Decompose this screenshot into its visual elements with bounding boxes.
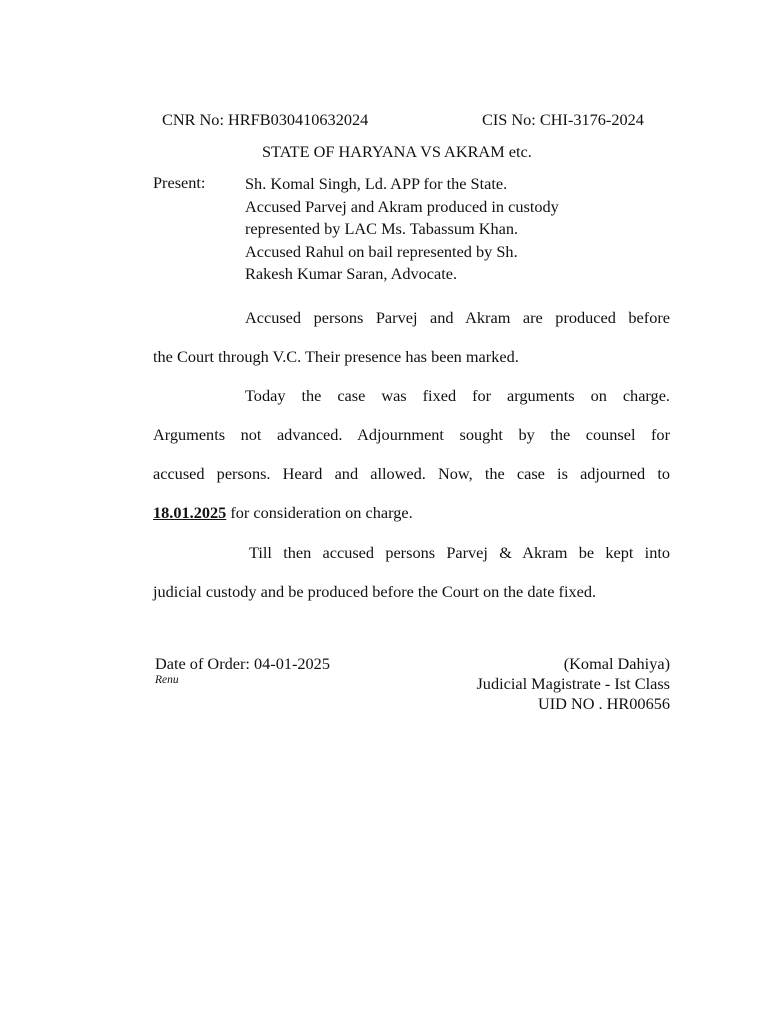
- signatory-uid: UID NO . HR00656: [537, 694, 670, 713]
- next-hearing-date: 18.01.2025: [153, 503, 227, 522]
- paragraph-line: Today the case was fixed for arguments on charge.: [245, 386, 670, 405]
- paragraph-line: judicial custody and be produced before the Court on the date fixed.: [153, 582, 597, 601]
- present-line: Accused Parvej and Akram produced in custody: [245, 196, 559, 216]
- present-line: Rakesh Kumar Saran, Advocate.: [245, 264, 458, 283]
- date-of-order: Date of Order: 04-01-2025: [155, 654, 330, 673]
- paragraph-line: the Court through V.C. Their presence has been marked.: [153, 347, 519, 366]
- signatory-title: Judicial Magistrate - Ist Class: [476, 674, 670, 693]
- present-line: represented by LAC Ms. Tabassum Khan.: [245, 219, 519, 238]
- paragraph-custody: [153, 533, 670, 611]
- cis-number: CIS No: CHI-3176-2024: [482, 110, 644, 129]
- paragraph-tail: for consideration on charge.: [226, 503, 413, 522]
- present-line: Sh. Komal Singh, Ld. APP for the State.: [245, 174, 508, 193]
- typist-initials: Renu: [155, 674, 179, 686]
- paragraph-line: accused persons. Heard and allowed. Now, the case is adjourned to: [153, 464, 670, 483]
- paragraph-line: Accused persons Parvej and Akram are produced before: [245, 308, 670, 327]
- signature-block: [476, 654, 670, 714]
- case-title: STATE OF HARYANA VS AKRAM etc.: [262, 142, 532, 161]
- paragraph-line: Arguments not advanced. Adjournment sought by the counsel for: [153, 425, 670, 444]
- paragraph-line: Till then accused persons Parvej & Akram be kept into: [249, 543, 670, 562]
- present-list: [245, 173, 559, 286]
- cnr-number: CNR No: HRFB030410632024: [162, 110, 369, 129]
- paragraph-adjournment: [153, 376, 670, 532]
- paragraph-line: [153, 493, 670, 532]
- paragraph-production: [153, 298, 670, 376]
- signatory-name: (Komal Dahiya): [563, 654, 670, 673]
- present-label: Present:: [153, 173, 206, 192]
- present-line: Accused Rahul on bail represented by Sh.: [245, 241, 518, 261]
